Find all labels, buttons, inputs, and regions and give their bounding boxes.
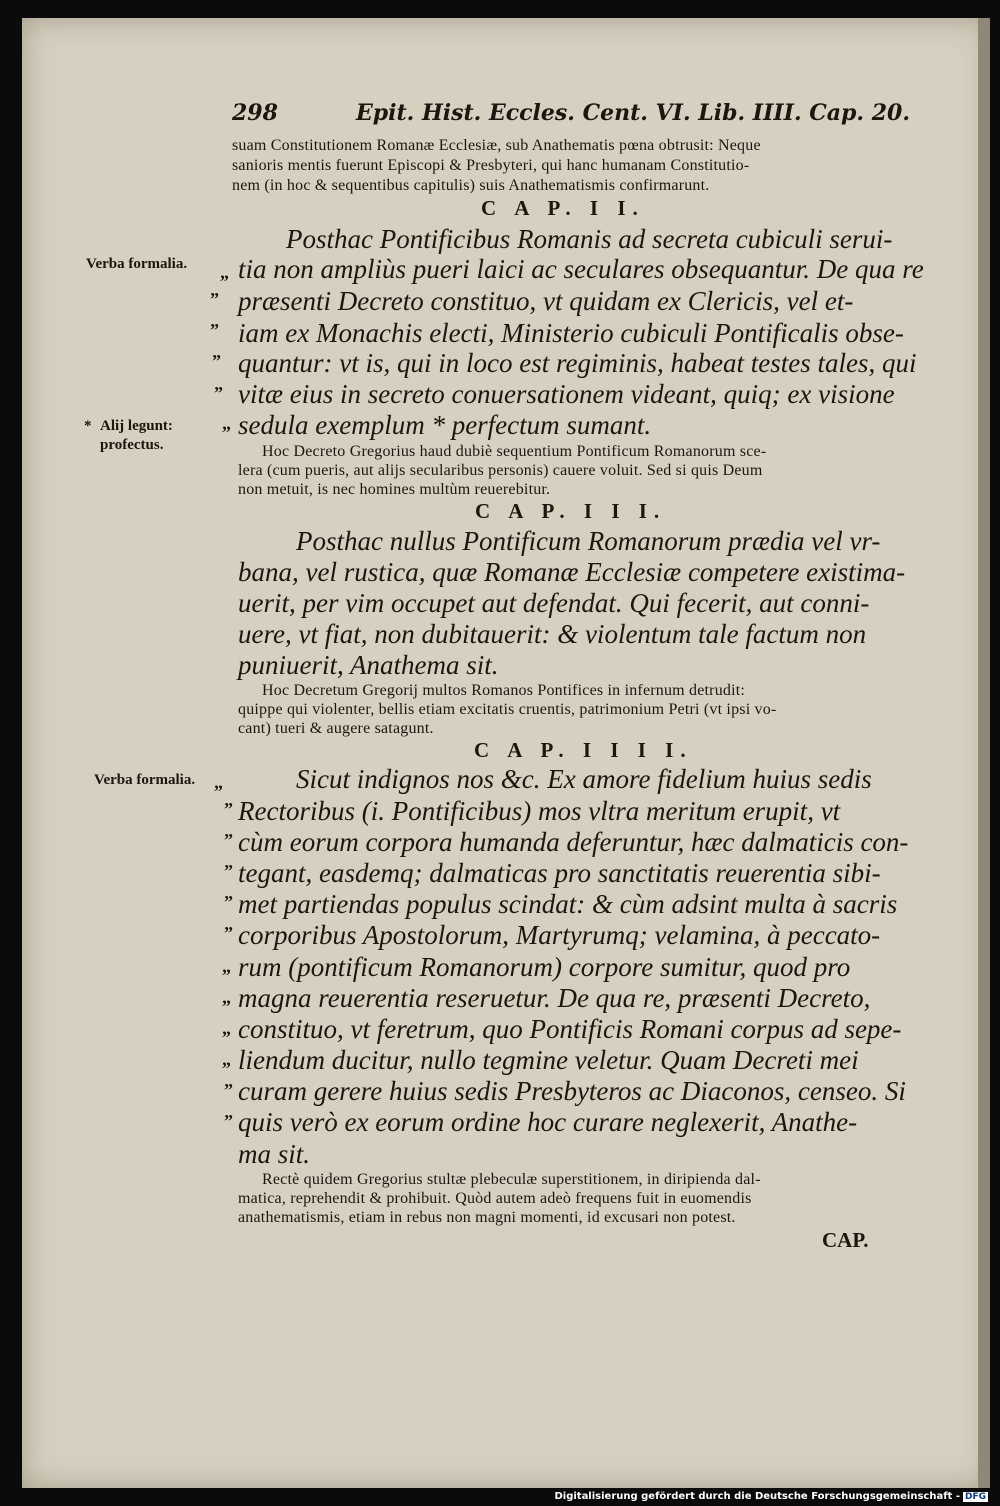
page-number: 298 (232, 100, 278, 126)
decree-line: præsenti Decreto constituo, vt quidam ex Clericis, vel et- (238, 286, 854, 316)
decree-line: tegant, easdemq; dalmaticas pro sanctitatis reuerentia sibi- (238, 858, 881, 888)
decree-line: liendum ducitur, nullo tegmine veletur. Quam Decreti mei (238, 1045, 859, 1075)
margin-note: Verba formalia. (94, 772, 196, 788)
decree-line: uerit, per vim occupet aut defendat. Qui fecerit, aut conni- (238, 588, 870, 618)
quote-mark: „ (214, 772, 223, 792)
quote-mark: ” (210, 320, 219, 340)
quote-mark: „ (220, 262, 229, 282)
footer-text: Digitalisierung gefördert durch die Deutsche Forschungsgemeinschaft - (554, 1491, 960, 1502)
decree-line: magna reuerentia reseruetur. De qua re, præsenti Decreto, (238, 983, 871, 1013)
commentary-line: Hoc Decretum Gregorij multos Romanos Pontifices in infernum detrudit: (262, 682, 746, 699)
decree-line: sedula exemplum * perfectum sumant. (238, 410, 652, 440)
quote-mark: „ (222, 1018, 231, 1038)
commentary-line: non metuit, is nec homines multùm reuerebitur. (238, 481, 551, 498)
quote-mark: ” (212, 351, 221, 371)
decree-line: vitæ eius in secreto conuersationem videant, quiq; ex visione (238, 379, 895, 409)
quote-mark: ” (214, 383, 223, 403)
quote-mark: „ (222, 1049, 231, 1069)
margin-note: Alij legunt: (100, 418, 173, 434)
commentary-line: lera (cum pueris, aut alijs secularibus personis) cauere voluit. Sed si quis Deum (238, 462, 763, 479)
intro-line: sanioris mentis fuerunt Episcopi & Presbyteri, qui hanc humanam Constitutio- (232, 157, 750, 174)
commentary-line: anathematismis, etiam in rebus non magni momenti, id excusari non potest. (238, 1209, 736, 1226)
decree-line: Posthac Pontificibus Romanis ad secreta cubiculi serui- (286, 224, 893, 254)
decree-line: curam gerere huius sedis Presbyteros ac Diaconos, censeo. Si (238, 1076, 906, 1106)
decree-line: Sicut indignos nos &c. Ex amore fidelium huius sedis (296, 764, 872, 794)
quote-mark: ” (224, 923, 233, 943)
page-edge (978, 18, 990, 1488)
intro-line: nem (in hoc & sequentibus capitulis) suis Anathematismis confirmarunt. (232, 177, 710, 194)
commentary-line: cant) tueri & augere satagunt. (238, 720, 434, 737)
footer-credit (554, 1491, 988, 1502)
decree-line: tia non ampliùs pueri laici ac seculares obsequantur. De qua re (238, 254, 924, 284)
decree-line: ma sit. (238, 1139, 311, 1169)
quote-mark: ” (224, 892, 233, 912)
catchword: CAP. (822, 1228, 869, 1252)
quote-mark: „ (222, 413, 231, 433)
decree-line: puniuerit, Anathema sit. (238, 650, 499, 680)
quote-mark: ” (224, 1111, 233, 1131)
commentary-line: matica, reprehendit & prohibuit. Quòd autem adeò frequens fuit in euomendis (238, 1190, 752, 1207)
margin-note: Verba formalia. (86, 256, 188, 272)
decree-line: quis verò ex eorum ordine hoc curare neglexerit, Anathe- (238, 1107, 858, 1137)
quote-mark: ” (224, 1080, 233, 1100)
intro-line: suam Constitutionem Romanæ Ecclesiæ, sub Anathematis pœna obtrusit: Neque (232, 137, 761, 154)
decree-line: bana, vel rustica, quæ Romanæ Ecclesiæ competere existima- (238, 557, 906, 587)
decree-line: constituo, vt feretrum, quo Pontificis Romani corpus ad sepe- (238, 1014, 902, 1044)
quote-mark: ” (210, 289, 219, 309)
decree-line: Rectoribus (i. Pontificibus) mos vltra meritum erupit, vt (238, 796, 841, 826)
decree-line: quantur: vt is, qui in loco est regiminis, habeat testes tales, qui (238, 348, 917, 378)
margin-note-asterisk: * (84, 418, 92, 434)
margin-note: profectus. (100, 437, 164, 453)
chapter-heading: C A P. I I I I. (474, 738, 693, 762)
running-title: Epit. Hist. Eccles. Cent. VI. Lib. IIII. Cap. 20. (356, 100, 911, 126)
quote-mark: ” (224, 861, 233, 881)
decree-line: iam ex Monachis electi, Ministerio cubiculi Pontificalis obse- (238, 318, 904, 348)
dfg-logo: DFG (964, 1492, 986, 1502)
decree-line: met partiendas populus scindat: & cùm adsint multa à sacris (238, 889, 898, 919)
commentary-line: Hoc Decreto Gregorius haud dubiè sequentium Pontificum Romanorum sce- (262, 443, 767, 460)
commentary-line: quippe qui violenter, bellis etiam excitatis cruentis, patrimonium Petri (vt ipsi vo- (238, 701, 777, 718)
chapter-heading: C A P. I I I. (475, 499, 667, 523)
decree-line: cùm eorum corpora humanda deferuntur, hæc dalmaticis con- (238, 827, 909, 857)
chapter-heading: C A P. I I. (481, 196, 645, 220)
decree-line: uere, vt fiat, non dubitauerit: & violentum tale factum non (238, 619, 867, 649)
decree-line: Posthac nullus Pontificum Romanorum prædia vel vr- (296, 526, 881, 556)
decree-line: corporibus Apostolorum, Martyrumq; velamina, à peccato- (238, 920, 881, 950)
decree-line: rum (pontificum Romanorum) corpore sumitur, quod pro (238, 952, 851, 982)
commentary-line: Rectè quidem Gregorius stultæ plebeculæ superstitionem, in diripienda dal- (262, 1171, 761, 1188)
quote-mark: „ (222, 987, 231, 1007)
quote-mark: ” (224, 799, 233, 819)
quote-mark: ” (224, 830, 233, 850)
quote-mark: „ (222, 956, 231, 976)
